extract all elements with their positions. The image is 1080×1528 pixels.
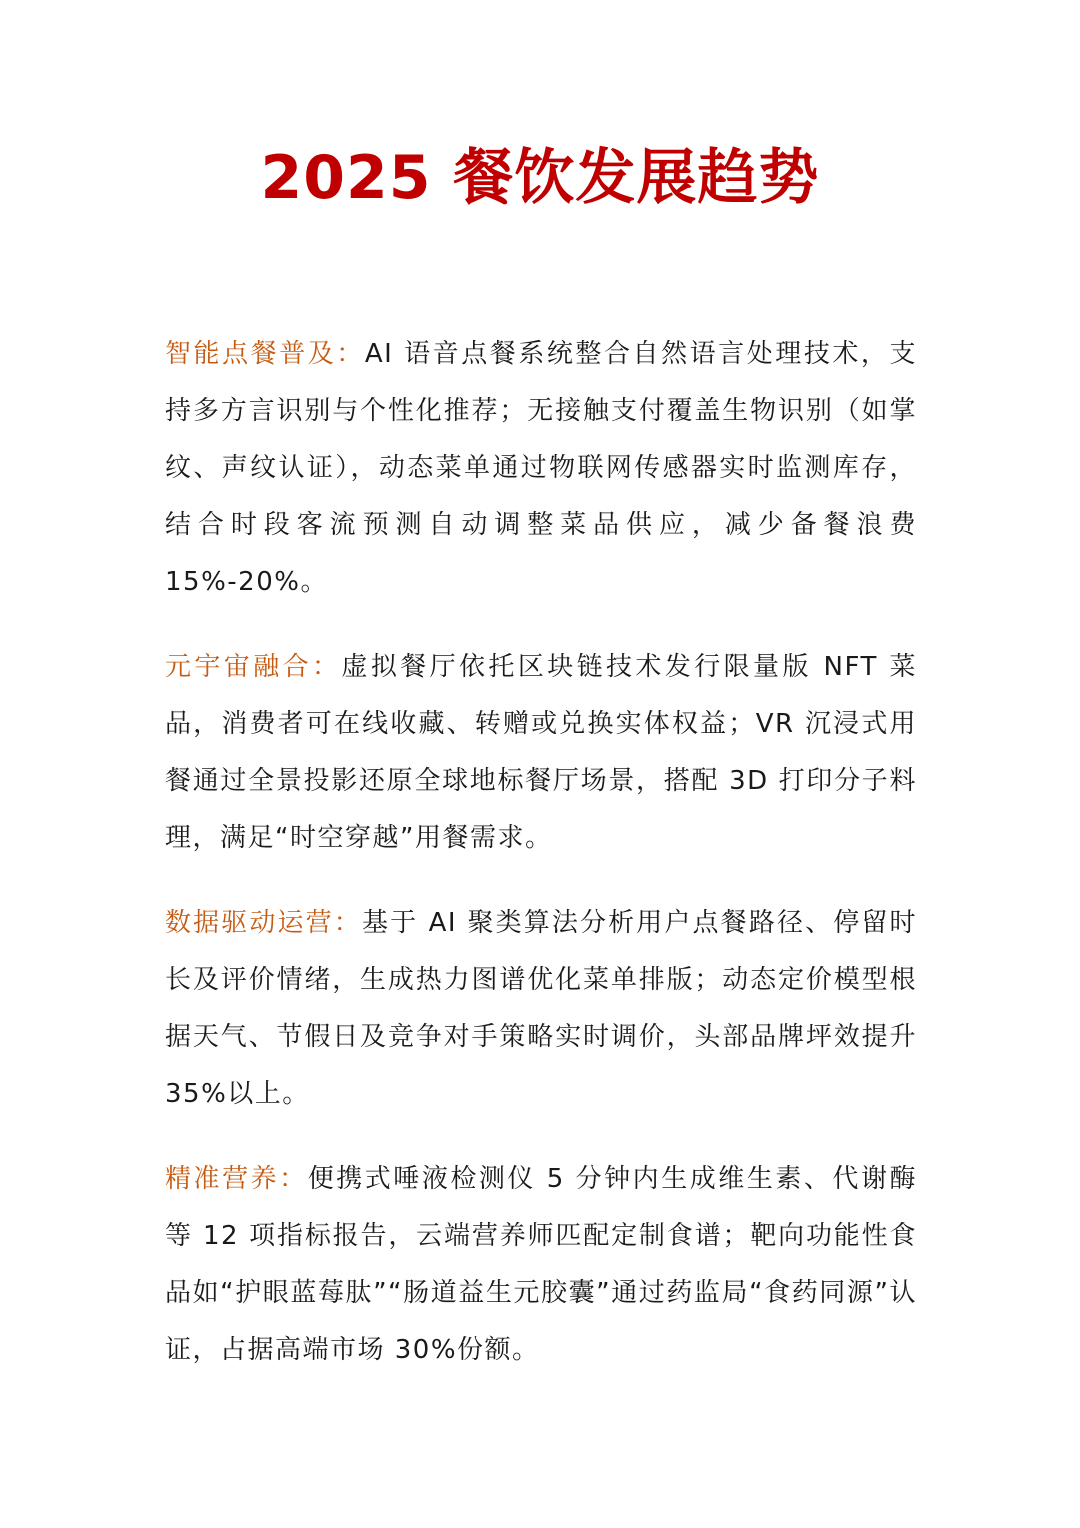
section-body: 基于 AI 聚类算法分析用户点餐路径、停留时长及评价情绪，生成热力图谱优化菜单排版；动态定价模型根据天气、节假日及竞争对手策略实时调价，头部品牌坪效提升 35%以上。 (165, 908, 917, 1109)
section-precision-nutrition (165, 1151, 917, 1379)
section-heading: 数据驱动运营： (165, 908, 362, 938)
document-content (165, 326, 917, 1407)
section-metaverse (165, 639, 917, 867)
section-body: 便携式唾液检测仪 5 分钟内生成维生素、代谢酶等 12 项指标报告，云端营养师匹配定制食谱；靶向功能性食品如“护眼蓝莓肽”“肠道益生元胶囊”通过药监局“食药同源”认证，占据高端市场 30%份额。 (165, 1164, 917, 1365)
section-heading: 智能点餐普及： (165, 339, 365, 369)
section-smart-ordering (165, 326, 917, 611)
section-data-driven (165, 895, 917, 1123)
section-body: 虚拟餐厅依托区块链技术发行限量版 NFT 菜品，消费者可在线收藏、转赠或兑换实体权益；VR 沉浸式用餐通过全景投影还原全球地标餐厅场景，搭配 3D 打印分子料理，满足“时空穿越”用餐需求。 (165, 652, 917, 853)
page-title: 2025 餐饮发展趋势 (260, 143, 820, 213)
section-heading: 元宇宙融合： (165, 652, 342, 682)
section-body: AI 语音点餐系统整合自然语言处理技术，支持多方言识别与个性化推荐；无接触支付覆盖生物识别（如掌纹、声纹认证），动态菜单通过物联网传感器实时监测库存，结合时段客流预测自动调整菜品供应，减少备餐浪费 15%-20%。 (165, 339, 917, 597)
section-heading: 精准营养： (165, 1164, 308, 1194)
